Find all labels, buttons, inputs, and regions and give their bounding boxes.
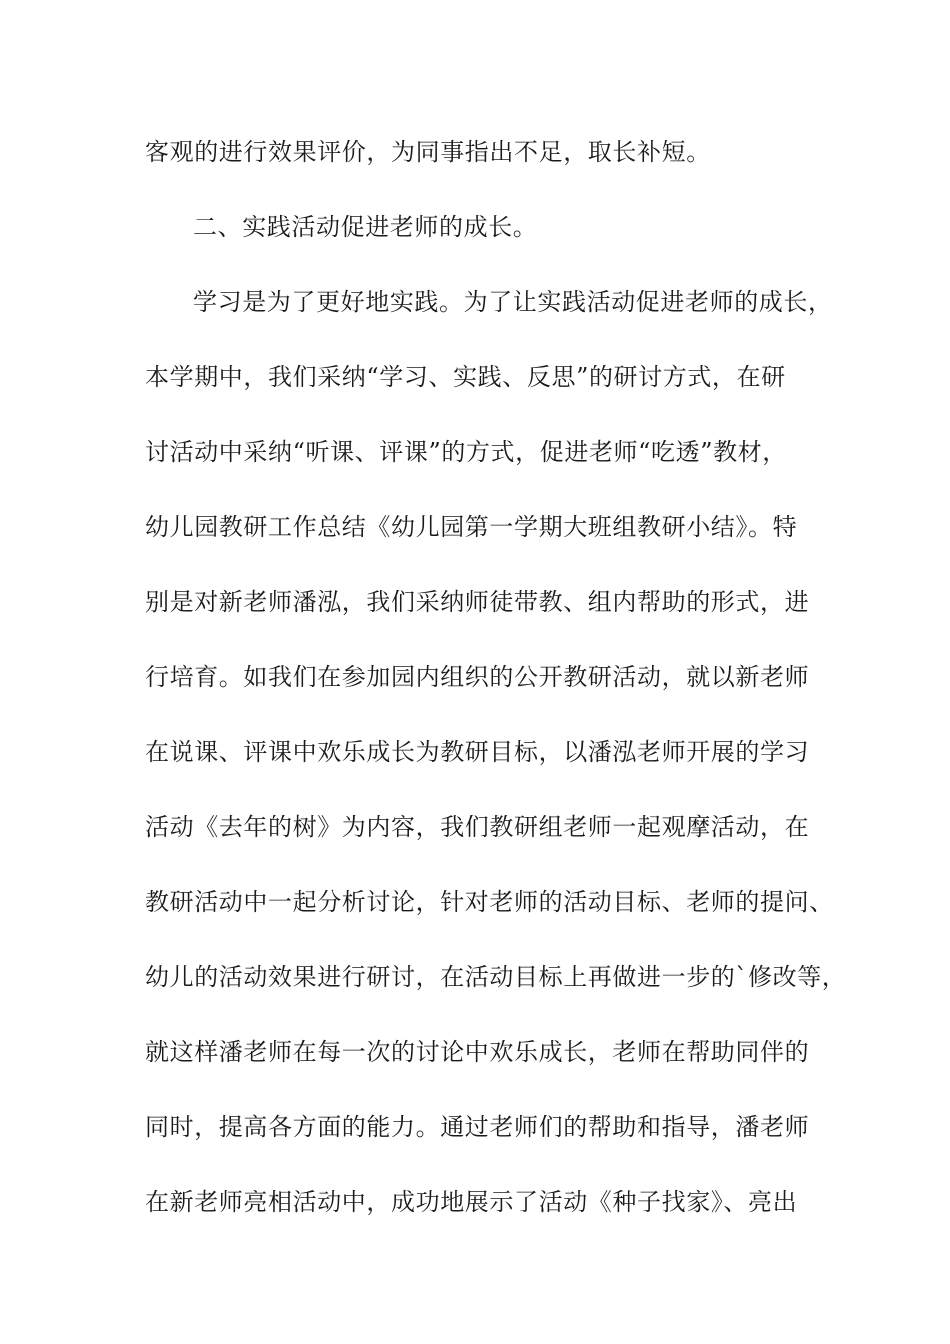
section-heading: 二、实践活动促进老师的成长。 (193, 213, 538, 241)
text-line-6: 幼儿园教研工作总结《幼儿园第一学期大班组教研小结》。特 (145, 513, 798, 541)
text-line-5: 讨活动中采纳“听课、评课”的方式，促进老师“吃透”教材， (145, 438, 787, 466)
text-line-3: 学习是为了更好地实践。为了让实践活动促进老师的成长， (193, 288, 833, 316)
text-line-4: 本学期中，我们采纳“学习、实践、反思”的研讨方式，在研 (145, 363, 786, 391)
text-line-15: 在新老师亮相活动中，成功地展示了活动《种子找家》、亮出 (145, 1188, 798, 1216)
text-line-12: 幼儿的活动效果进行研讨，在活动目标上再做进一步的`修改等， (145, 963, 847, 991)
text-line-1: 客观的进行效果评价，为同事指出不足，取长补短。 (145, 138, 711, 166)
text-line-13: 就这样潘老师在每一次的讨论中欢乐成长，老师在帮助同伴的 (145, 1038, 810, 1066)
text-line-14: 同时，提高各方面的能力。通过老师们的帮助和指导，潘老师 (145, 1113, 810, 1141)
text-line-9: 在说课、评课中欢乐成长为教研目标，以潘泓老师开展的学习 (145, 738, 810, 766)
text-line-8: 行培育。如我们在参加园内组织的公开教研活动，就以新老师 (145, 663, 810, 691)
text-line-10: 活动《去年的树》为内容，我们教研组老师一起观摩活动，在 (145, 813, 810, 841)
text-line-7: 别是对新老师潘泓，我们采纳师徒带教、组内帮助的形式，进 (145, 588, 810, 616)
text-line-11: 教研活动中一起分析讨论，针对老师的活动目标、老师的提问、 (145, 888, 834, 916)
